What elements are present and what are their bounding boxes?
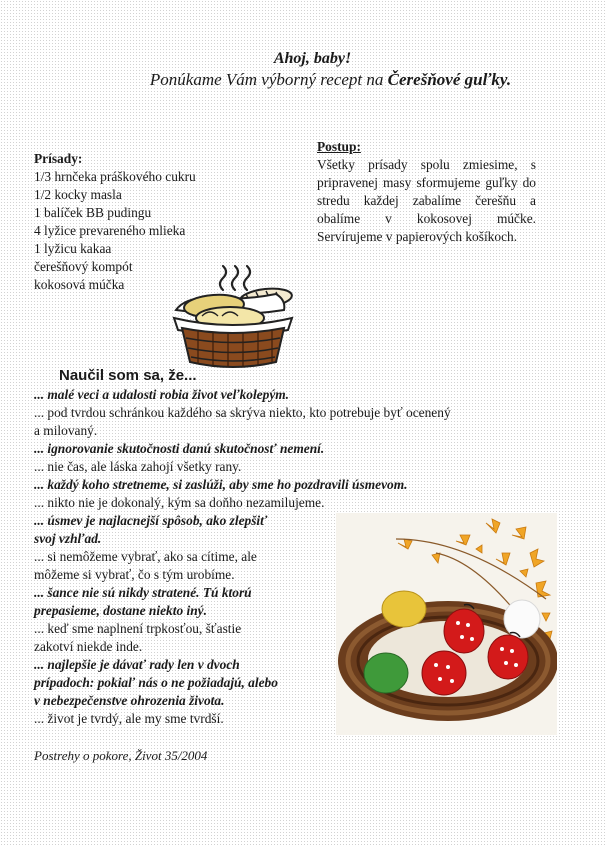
- subtitle-prefix: Ponúkame Vám výborný recept na: [149, 70, 388, 89]
- ingredient-item: 1 balíček BB pudingu: [34, 205, 152, 220]
- learned-line: prepasieme, dostane niekto iný.: [34, 603, 207, 618]
- learned-line: ... nie čas, ale láska zahojí všetky rany.: [34, 459, 242, 474]
- easter-eggs-photo: [336, 513, 557, 735]
- learned-heading: Naučil som sa, že...: [59, 367, 197, 384]
- recipe-name: Čerešňové guľky.: [387, 70, 512, 89]
- procedure-section: [317, 138, 536, 246]
- learned-line: ... každý koho stretneme, si zaslúži, aby sme ho pozdravili úsmevom.: [34, 477, 408, 492]
- ingredient-item: 1/2 kocky masla: [34, 187, 122, 202]
- learned-line: ... život je tvrdý, ale my sme tvrdší.: [34, 711, 224, 726]
- ingredient-item: 4 lyžice prevareného mlieka: [34, 223, 186, 238]
- learned-line: v nebezpečenstve ohrozenia života.: [34, 693, 225, 708]
- learned-line: ... keď sme naplnení trpkosťou, šťastie: [34, 621, 242, 636]
- learned-line: a milovaný.: [34, 423, 98, 438]
- learned-line: ... najlepšie je dávať rady len v dvoch: [34, 657, 240, 672]
- learned-line: ... ignorovanie skutočnosti danú skutočnosť nemení.: [34, 441, 325, 456]
- learned-line: svoj vzhľad.: [34, 531, 102, 546]
- recipe-subtitle: [28, 70, 605, 90]
- learned-line: ... nikto nie je dokonalý, kým sa doňho nezamilujeme.: [34, 495, 325, 510]
- learned-line: ... šance nie sú nikdy stratené. Tú ktorú: [34, 585, 252, 600]
- ingredient-item: 1 lyžicu kakaa: [34, 241, 112, 256]
- greeting-title: Ahoj, baby!: [273, 50, 352, 67]
- procedure-title: Postup:: [317, 139, 361, 154]
- bread-basket-illustration: [168, 262, 298, 374]
- procedure-text: Všetky prísady spolu zmiesime, s pripravenej masy sformujeme guľky do stredu každej zabalíme čerešňu a obalíme v kokosovej múčke. Servírujeme v papierových košíkoch.: [317, 157, 536, 244]
- learned-line: ... úsmev je najlacnejší spôsob, ako zlepšiť: [34, 513, 268, 528]
- learned-line: ... malé veci a udalosti robia život veľkolepým.: [34, 387, 290, 402]
- learned-line: môžeme si vybrať, čo s tým urobíme.: [34, 567, 235, 582]
- learned-line: ... pod tvrdou schránkou každého sa skrýva niekto, kto potrebuje byť ocenený: [34, 405, 451, 420]
- source-credit: Postrehy o pokore, Život 35/2004: [34, 748, 208, 763]
- ingredients-title: Prísady:: [34, 151, 83, 166]
- ingredient-item: 1/3 hrnčeka práškového cukru: [34, 169, 196, 184]
- learned-line: zakotví niekde inde.: [34, 639, 143, 654]
- ingredient-item: čerešňový kompót: [34, 259, 133, 274]
- learned-line: prípadoch: pokiaľ nás o ne požiadajú, alebo: [34, 675, 278, 690]
- learned-line: ... si nemôžeme vybrať, ako sa cítime, ale: [34, 549, 257, 564]
- ingredient-item: kokosová múčka: [34, 277, 125, 292]
